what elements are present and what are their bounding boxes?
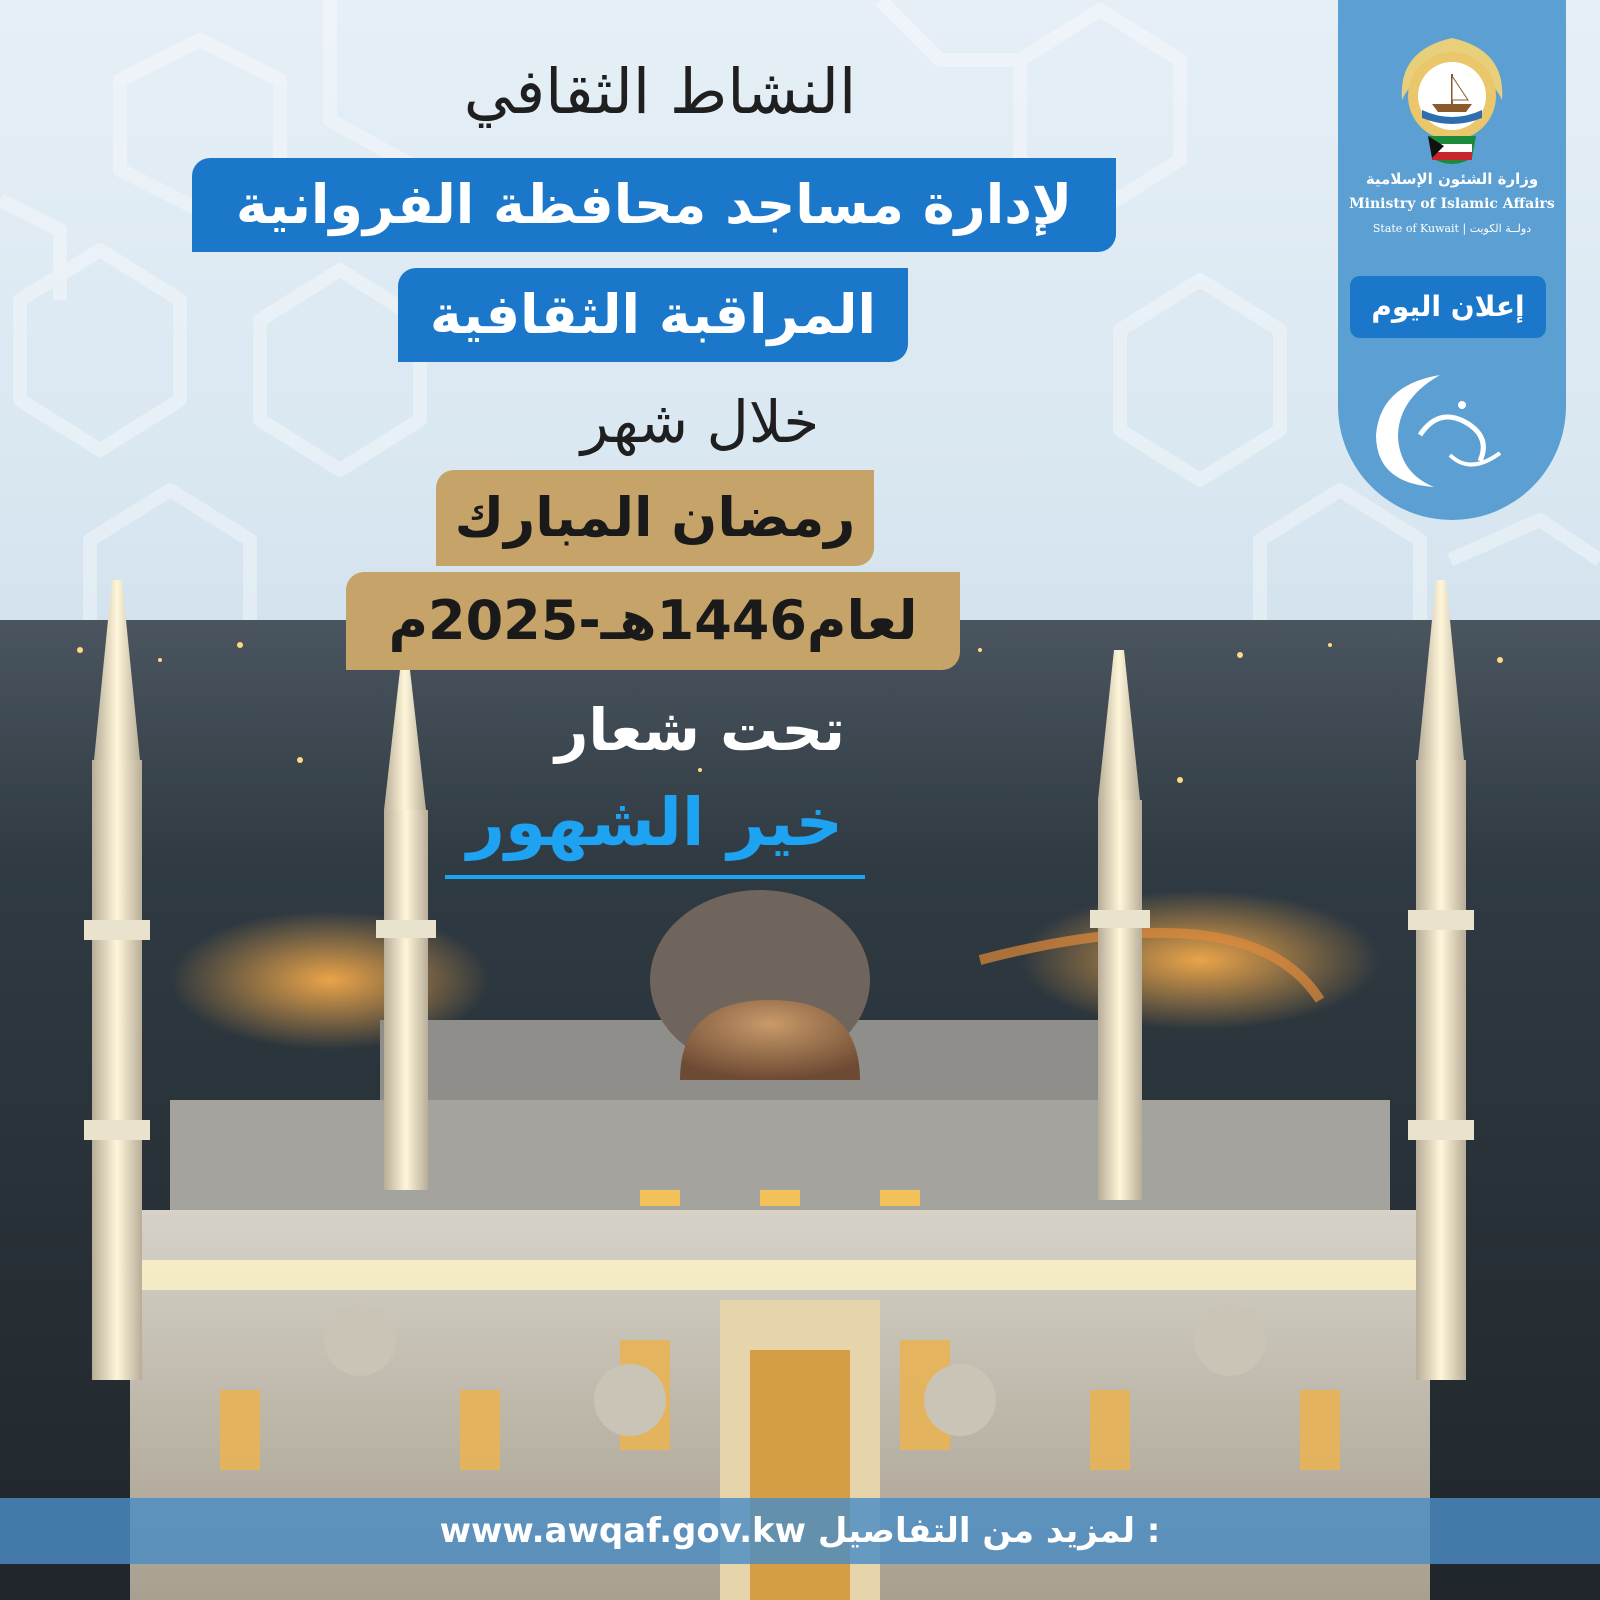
ramadan-calligraphy-icon — [1350, 365, 1520, 495]
kuwait-emblem-icon — [1388, 30, 1516, 172]
month-name-banner: رمضان المبارك — [436, 470, 874, 566]
state-separator: | — [1462, 222, 1470, 235]
slogan-underline — [445, 875, 865, 879]
footer-bar — [0, 1498, 1600, 1564]
cultural-unit-banner: المراقبة الثقافية — [398, 268, 908, 362]
slogan-text: خير الشهور — [466, 784, 844, 861]
today-announcement-badge: إعلان اليوم — [1350, 276, 1546, 338]
state-english: State of Kuwait — [1372, 222, 1459, 235]
website-link[interactable]: www.awqaf.gov.kw — [439, 1511, 807, 1551]
under-slogan-text: تحت شعار — [554, 696, 846, 764]
details-label: لمزيد من التفاصيل : — [817, 1511, 1161, 1551]
state-line — [1338, 222, 1566, 235]
department-banner: لإدارة مساجد محافظة الفروانية — [192, 158, 1116, 252]
state-arabic: دولــة الكويت — [1469, 222, 1532, 235]
during-month-text: خلال شهر — [580, 388, 820, 456]
year-banner: لعام1446هـ-2025م — [346, 572, 960, 670]
ministry-name-english: Ministry of Islamic Affairs — [1349, 196, 1555, 212]
poster-title: النشاط الثقافي — [463, 55, 857, 128]
ministry-name-arabic: وزارة الشئون الإسلامية — [1365, 170, 1539, 188]
